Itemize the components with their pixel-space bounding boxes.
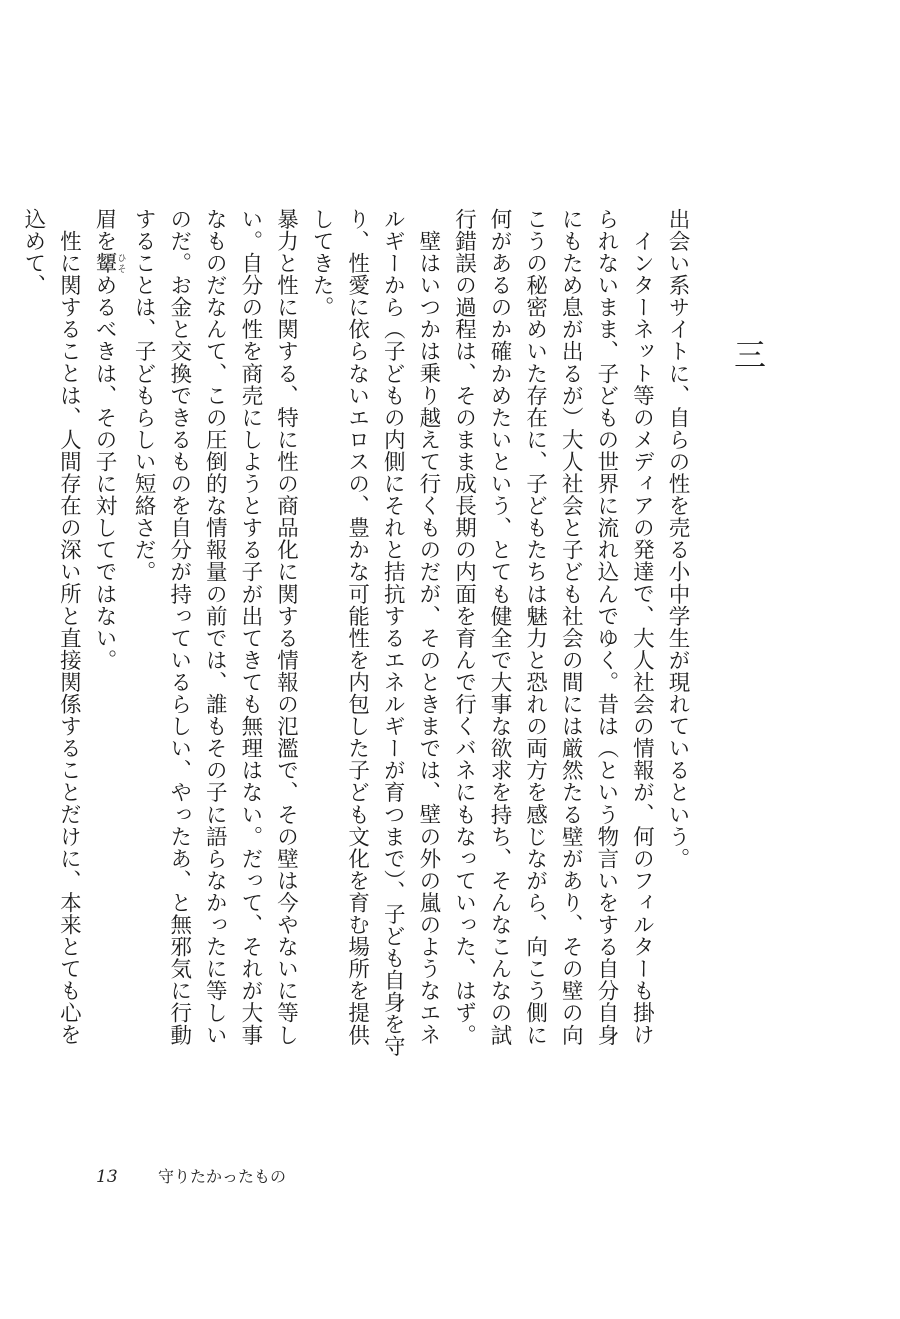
paragraph-segment: めるべきは、その子に対してではない。: [92, 274, 117, 672]
running-title: 守りたかったもの: [158, 1167, 287, 1186]
paragraph: [86, 208, 125, 1058]
paragraph: 壁はいつかは乗り越えて行くものだが、そのときまでは、壁の外の嵐のようなエネルギーから（子どもの内側にそれと拮抗するエネルギーが育つまで）、子ども自身を守り、性愛に依らないエロスの、豊かな可能性を内包した子ども文化を育む場所を提供してきた。: [309, 208, 441, 1058]
paragraph-segment: 眉を: [92, 208, 117, 253]
paragraph: 出会い系サイトに、自らの性を売る小中学生が現れているという。: [665, 208, 690, 870]
paragraph: 暴力と性に関する、特に性の商品化に関する情報の氾濫で、その壁は今やないに等しい。自分の性を商売にしようとする子が出てきても無理はない。だって、それが大事なものだなんて、この圧倒的な情報量の前では、誰もその子に語らなかったに等しいのだ。お金と交換できるものを自分が持っているらしい、やったあ、と無邪気に行動することは、子どもらしい短絡さだ。: [131, 208, 299, 1046]
page-footer: [96, 1164, 286, 1187]
paragraph: 性に関することは、人間存在の深い所と直接関係することだけに、本来とても心を込めて、: [20, 208, 82, 1046]
section-heading: 三: [729, 338, 767, 370]
body-text: [15, 208, 695, 1058]
ruby-annotation: [92, 252, 126, 275]
ruby-base: 顰: [92, 252, 117, 275]
ruby-reading: ひそ: [115, 252, 126, 275]
page-number: 13: [96, 1167, 118, 1187]
paragraph: インターネット等のメディアの発達で、大人社会の情報が、何のフィルターも掛けられないまま、子どもの世界に流れ込んでゆく。昔は（という物言いをする自分自身にもため息が出るが）大人社会と子ども社会の間には厳然たる壁があり、その壁の向こうの秘密めいた存在に、子どもたちは魅力と恐れの両方を感じながら、向こう側に何があるのか確かめたいという、とても健全で大事な欲求を持ち、そんなこんなの試行錯誤の過程は、そのまま成長期の内面を育んで行くバネにもなっていった、はず。: [451, 208, 655, 1046]
